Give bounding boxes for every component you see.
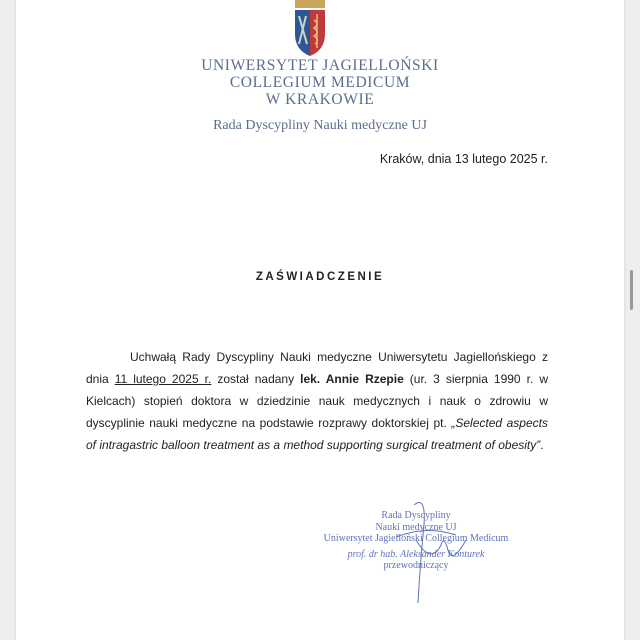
stamp-line: Uniwersytet Jagielloński Collegium Medicum (323, 533, 509, 544)
certificate-body (86, 346, 548, 456)
recipient-name: lek. Annie Rzepie (300, 372, 404, 386)
university-name-line: W KRAKOWIE (265, 91, 375, 108)
document-page (16, 0, 624, 640)
document-title: ZAŚWIADCZENIE (255, 271, 385, 283)
date-line: Kraków, dnia 13 lutego 2025 r. (379, 152, 548, 166)
scrollbar[interactable] (630, 270, 633, 310)
body-text: . (540, 438, 544, 452)
university-name-line: UNIWERSYTET JAGIELLOŃSKI (201, 57, 439, 74)
university-crest-logo (287, 0, 333, 58)
handwritten-signature (356, 495, 496, 610)
stamp-line: Nauki medyczne UJ (375, 521, 457, 533)
thesis-title: „Selected aspects of intragastric balloon treatment as a method supporting surgical treatment of obesity” (86, 416, 548, 452)
resolution-date: 11 lutego 2025 r. (114, 372, 212, 386)
body-text: został nadany (211, 372, 301, 386)
body-text: (ur. 3 sierpnia 1990 r. w Kielcach) stopień doktora w dziedzinie nauk medycznych i nauk o zdrowiu w dyscyplinie nauki medyczne na podstawie rozprawy doktorskiej pt. (86, 372, 548, 430)
signatory-name: prof. dr hab. Aleksander Konturek (347, 548, 485, 560)
university-name-line: COLLEGIUM MEDICUM (229, 74, 411, 91)
signatory-role: przewodniczący (383, 560, 449, 571)
body-text: Uchwałą Rady Dyscypliny Nauki medyczne Uniwersytetu Jagiellońskiego z dnia (86, 350, 548, 386)
stamp-line: Rada Dyscypliny (381, 510, 451, 521)
council-name: Rada Dyscypliny Nauki medyczne UJ (213, 118, 427, 133)
